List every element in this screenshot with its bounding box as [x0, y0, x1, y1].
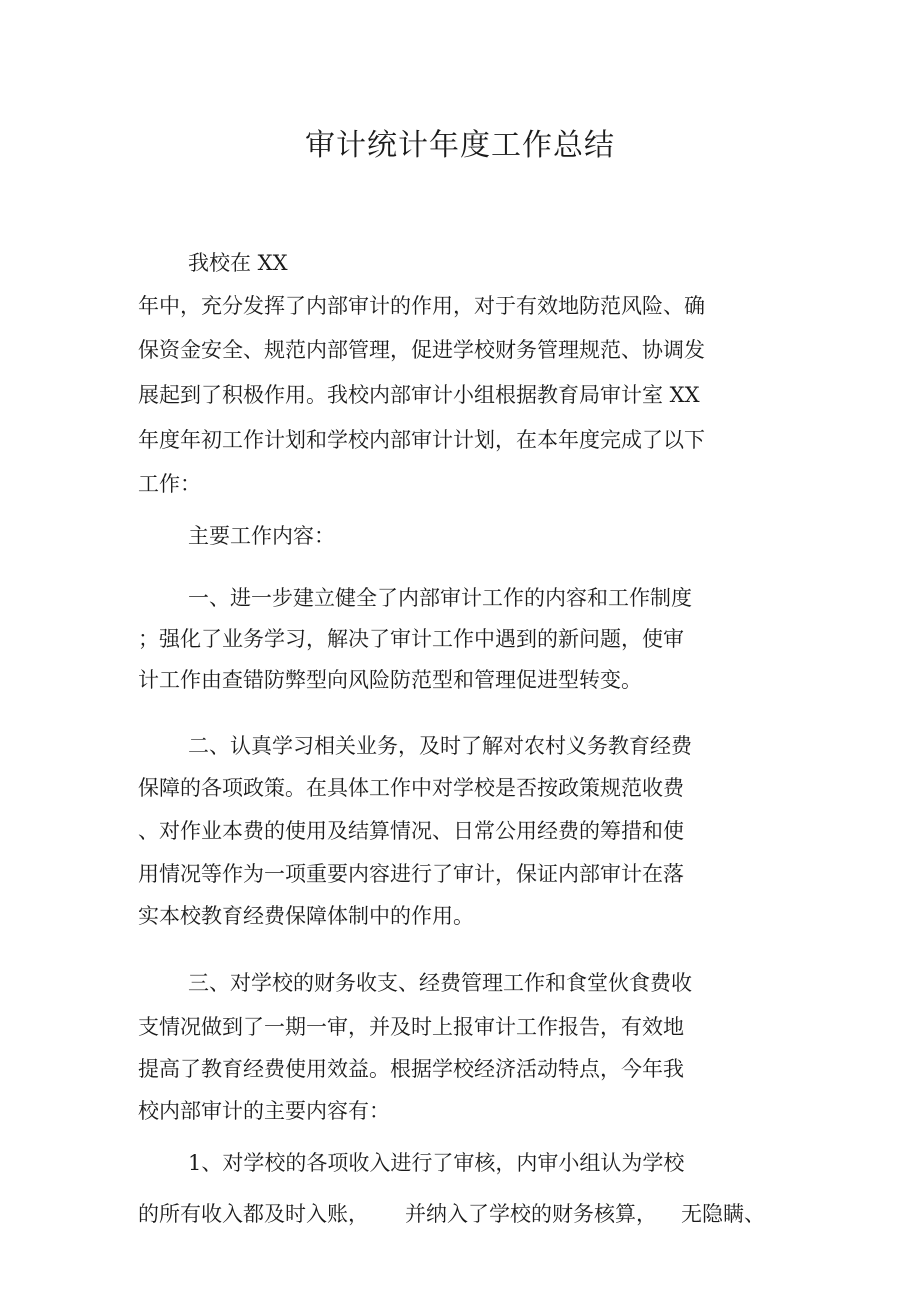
paragraph-line: 展起到了积极作用。我校内部审计小组根据教育局审计室 XX — [138, 383, 700, 407]
text-segment: 并纳入了学校的财务核算， — [405, 1202, 657, 1226]
document-title: 审计统计年度工作总结 — [305, 128, 615, 163]
paragraph-line: 二、认真学习相关业务，及时了解对农村义务教育经费 — [188, 734, 692, 758]
paragraph-line: 、对作业本费的使用及结算情况、日常公用经费的筹措和使 — [138, 819, 684, 843]
paragraph-line: 保资金安全、规范内部管理，促进学校财务管理规范、协调发 — [138, 338, 705, 362]
section-heading: 主要工作内容： — [188, 524, 335, 548]
paragraph-line: 校内部审计的主要内容有： — [138, 1099, 390, 1123]
paragraph-line: 一、进一步建立健全了内部审计工作的内容和工作制度 — [188, 586, 692, 610]
paragraph-line: 用情况等作为一项重要内容进行了审计，保证内部审计在落 — [138, 862, 684, 886]
paragraph-line: 1、对学校的各项收入进行了审核，内审小组认为学校 — [188, 1151, 685, 1175]
text-segment: 的所有收入都及时入账， — [138, 1202, 369, 1226]
paragraph-line: 我校在 XX — [188, 251, 288, 275]
paragraph-line: 支情况做到了一期一审，并及时上报审计工作报告，有效地 — [138, 1015, 684, 1039]
paragraph-line: 年中，充分发挥了内部审计的作用，对于有效地防范风险、确 — [138, 294, 705, 318]
paragraph-line — [138, 1199, 765, 1229]
paragraph-line: 年度年初工作计划和学校内部审计计划，在本年度完成了以下 — [138, 428, 705, 452]
paragraph-line: ；强化了业务学习，解决了审计工作中遇到的新问题，使审 — [138, 627, 684, 651]
paragraph-line: 保障的各项政策。在具体工作中对学校是否按政策规范收费 — [138, 776, 684, 800]
paragraph-line: 实本校教育经费保障体制中的作用。 — [138, 904, 474, 928]
paragraph-line: 三、对学校的财务收支、经费管理工作和食堂伙食费收 — [188, 971, 692, 995]
text-segment: 无隐瞒、 — [681, 1202, 765, 1226]
paragraph-line: 提高了教育经费使用效益。根据学校经济活动特点，今年我 — [138, 1057, 684, 1081]
paragraph-line: 计工作由查错防弊型向风险防范型和管理促进型转变。 — [138, 668, 642, 692]
paragraph-line: 工作： — [138, 472, 201, 496]
